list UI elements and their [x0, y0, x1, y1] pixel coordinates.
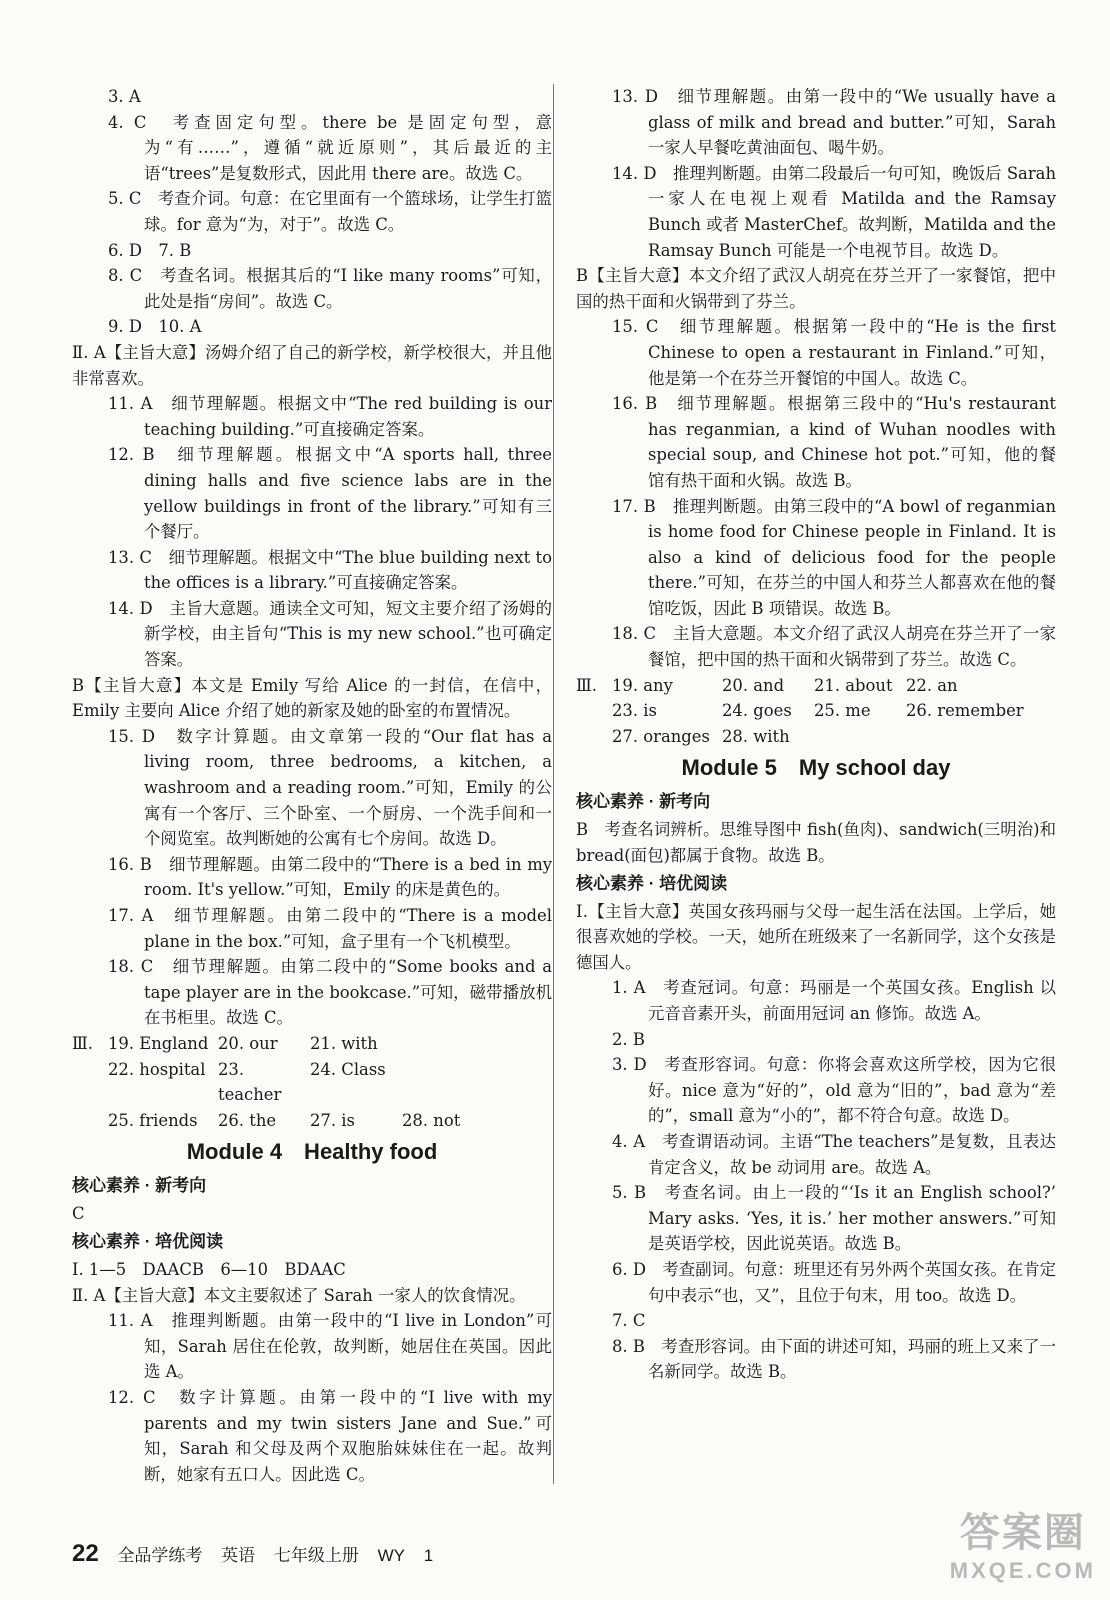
left-section-iii — [72, 1031, 552, 1133]
page-footer — [72, 1540, 447, 1568]
left-answers-part2 — [72, 1257, 552, 1487]
answer-line: 6. D 7. B — [108, 240, 192, 260]
answer-line: 7. C — [612, 1311, 646, 1331]
answer-line: 3. A — [108, 87, 141, 106]
answer-line: 11. A 细节理解题。根据文中“The red building is our teaching building.”可直接确定答案。 — [108, 394, 552, 439]
answer-line: Ⅰ. 1—5 DAACB 6—10 BDAAC — [72, 1259, 346, 1279]
right-section-iii — [576, 673, 1056, 750]
fill-in-answer: 19. any — [612, 675, 673, 695]
fill-in-answer: 22. an — [906, 675, 958, 695]
answer-line: 15. C 细节理解题。根据第一段中的“He is the first Chinese to open a restaurant in Finland.”可知，他是第一个在芬兰开餐馆的中国人。故选 C。 — [612, 317, 1056, 388]
section-heading-new-exam: 核心素养 · 新考向 — [576, 792, 711, 812]
brand-name: 全品学练考 — [117, 1546, 203, 1565]
fill-in-answer: 26. the — [218, 1110, 277, 1130]
fill-in-answer: 23. teacher — [218, 1059, 282, 1105]
right-answers-part2 — [576, 899, 1056, 1385]
fill-in-answer: 21. with — [310, 1033, 378, 1053]
answer-line: 18. C 主旨大意题。本文介绍了武汉人胡亮在芬兰开了一家餐馆，把中国的热干面和火锅带到了芬兰。故选 C。 — [612, 624, 1056, 670]
fill-in-answer: 20. and — [722, 675, 785, 695]
fill-in-row — [72, 1108, 552, 1134]
fill-in-answer — [576, 724, 612, 750]
fill-in-answer — [576, 698, 612, 724]
section-heading-reading: 核心素养 · 培优阅读 — [576, 873, 728, 893]
fill-in-answer — [906, 724, 1056, 750]
edition: WY — [377, 1546, 406, 1565]
fill-in-row — [576, 724, 1056, 750]
fill-in-answer: Ⅲ. — [72, 1033, 94, 1053]
fill-in-row — [72, 1057, 552, 1108]
answer-line: B【主旨大意】本文介绍了武汉人胡亮在芬兰开了一家餐馆，把中国的热干面和火锅带到了芬兰。 — [576, 266, 1056, 311]
answer-line: 15. D 数字计算题。由文章第一段的“Our flat has a living room, three bedrooms, a kitchen, a washroom and a reading room.”可知，Emily 的公寓有一个客厅、三个卧室、一个厨房、一个洗手间和一个阅览室。故判断她的公寓有七个房间。故选 D。 — [108, 726, 552, 849]
answer-line: 4. C 考查固定句型。there be 是固定句型，意为“有……”，遵循“就近原则”，其后最近的主语“trees”是复数形式，因此用 there are。故选 C。 — [108, 112, 552, 183]
section-heading-reading: 核心素养 · 培优阅读 — [72, 1231, 224, 1251]
fill-in-answer: 21. about — [814, 675, 893, 695]
fill-in-answer: Ⅲ. — [576, 675, 598, 695]
answer-line: 12. C 数字计算题。由第一段中的“I live with my parents and my twin sisters Jane and Sue.”可知，Sarah 和父母及两个双胞胎妹妹住在一起。故判断，她家有五口人。因此选 C。 — [108, 1387, 552, 1484]
right-column — [576, 84, 1056, 1385]
column-divider — [553, 84, 554, 1484]
fill-in-row — [576, 698, 1056, 724]
fill-in-answer: 23. is — [612, 701, 657, 721]
answer-line: 4. A 考查谓语动词。主语“The teachers”是复数，且表达肯定含义，故 be 动词用 are。故选 A。 — [612, 1131, 1056, 1177]
volume: 1 — [423, 1546, 434, 1565]
fill-in-answer — [72, 1057, 108, 1108]
answer-line: 17. B 推理判断题。由第三段中的“A bowl of reganmian is home food for Chinese people in Finland. It is also a kind of delicious food for the people there.”可知，在芬兰的中国人和芬兰人都喜欢在他的餐馆吃饭，因此 B 项错误。故选 B。 — [612, 496, 1056, 618]
fill-in-answer — [402, 1057, 552, 1108]
answer-line: 1. A 考查冠词。句意：玛丽是一个英国女孩。English 以元音音素开头，前面用冠词 an 修饰。故选 A。 — [612, 978, 1056, 1023]
fill-in-answer — [402, 1031, 552, 1057]
fill-in-answer: 22. hospital — [108, 1059, 206, 1079]
answer-line: 3. D 考查形容词。句意：你将会喜欢这所学校，因为它很好。nice 意为“好的”，old 意为“旧的”，bad 意为“差的”，small 意为“小的”，都不符合句意。故选 D。 — [612, 1055, 1056, 1126]
answer-line: 16. B 细节理解题。由第二段中的“There is a bed in my room. It's yellow.”可知，Emily 的床是黄色的。 — [108, 854, 552, 900]
section-heading-new-exam: 核心素养 · 新考向 — [72, 1176, 207, 1196]
page-number: 22 — [72, 1540, 99, 1567]
fill-in-answer: 24. goes — [722, 701, 792, 721]
watermark-url: MXQE.COM — [949, 1558, 1096, 1583]
module5-answer: B 考查名词辨析。思维导图中 fish(鱼肉)、sandwich(三明治)和 bread(面包)都属于食物。故选 B。 — [576, 820, 1056, 866]
grade: 七年级上册 — [273, 1546, 359, 1565]
fill-in-answer: 28. not — [402, 1110, 461, 1130]
left-answers-part1 — [72, 84, 552, 1031]
fill-in-answer: 26. remember — [906, 701, 1024, 721]
fill-in-row — [576, 673, 1056, 699]
fill-in-answer: 20. our — [218, 1033, 278, 1053]
answer-line: 14. D 推理判断题。由第二段最后一句可知，晚饭后 Sarah 一家人在电视上观看 Matilda and the Ramsay Bunch 或者 MasterChef。故判断，Matilda and the Ramsay Bunch 可能是一个电视节目。故选 D。 — [612, 163, 1056, 260]
answer-line: 8. C 考查名词。根据其后的“I like many rooms”可知，此处是指“房间”。故选 C。 — [108, 266, 552, 311]
fill-in-answer: 27. oranges — [612, 726, 710, 746]
answer-line: 5. B 考查名词。由上一段的“‘Is it an English school?’ Mary asks. ‘Yes, it is.’ her mother answers.”可知是英语学校，因此说英语。故选 B。 — [612, 1183, 1056, 1254]
answer-line: 17. A 细节理解题。由第二段中的“There is a model plane in the box.”可知，盒子里有一个飞机模型。 — [108, 906, 552, 951]
answer-line: Ⅱ. A【主旨大意】本文主要叙述了 Sarah 一家人的饮食情况。 — [72, 1285, 526, 1305]
fill-in-answer: 28. with — [722, 726, 790, 746]
fill-in-answer: 27. is — [310, 1110, 355, 1130]
watermark-logo-text: 答案圈 — [959, 1511, 1086, 1555]
answer-line: 11. A 推理判断题。由第一段中的“I live in London”可知，Sarah 居住在伦敦，故判断，她居住在英国。因此选 A。 — [108, 1311, 552, 1382]
answer-line: Ⅱ. A【主旨大意】汤姆介绍了自己的新学校，新学校很大，并且他非常喜欢。 — [72, 342, 552, 388]
answer-line: 8. B 考查形容词。由下面的讲述可知，玛丽的班上又来了一名新同学。故选 B。 — [612, 1336, 1056, 1382]
answer-line: 5. C 考查介词。句意：在它里面有一个篮球场，让学生打篮球。for 意为“为，对于”。故选 C。 — [108, 189, 552, 234]
fill-in-answer: 19. England — [108, 1033, 209, 1053]
answer-line: 18. C 细节理解题。由第二段中的“Some books and a tape player are in the bookcase.”可知，磁带播放机在书柜里。故选 C。 — [108, 957, 552, 1028]
fill-in-answer — [72, 1108, 108, 1134]
module4-answer: C — [72, 1204, 85, 1224]
fill-in-answer — [814, 724, 906, 750]
fill-in-answer: 25. me — [814, 701, 871, 721]
fill-in-row — [72, 1031, 552, 1057]
answer-line: Ⅰ.【主旨大意】英国女孩玛丽与父母一起生活在法国。上学后，她很喜欢她的学校。一天，她所在班级来了一名新同学，这个女孩是德国人。 — [576, 901, 1056, 972]
answer-line: 6. D 考查副词。句意：班里还有另外两个英国女孩。在肯定句中表示“也，又”，且位于句末，用 too。故选 D。 — [612, 1259, 1056, 1305]
module5-title: Module 5 My school day — [681, 755, 951, 781]
subject: 英语 — [221, 1546, 256, 1565]
right-answers-part1 — [576, 84, 1056, 673]
answer-line: 13. C 细节理解题。根据文中“The blue building next to the offices is a library.”可直接确定答案。 — [108, 547, 552, 593]
fill-in-answer: 24. Class — [310, 1059, 386, 1079]
answer-line: B【主旨大意】本文是 Emily 写给 Alice 的一封信，在信中，Emily 主要向 Alice 介绍了她的新家及她的卧室的布置情况。 — [72, 675, 552, 721]
fill-in-answer: 25. friends — [108, 1110, 198, 1130]
answer-line: 12. B 细节理解题。根据文中“A sports hall, three dining halls and five science labs are in the yellow buildings in front of the library.”可知有三个餐厅。 — [108, 445, 552, 542]
left-column — [72, 84, 552, 1487]
watermark — [950, 1501, 1096, 1584]
answer-line: 14. D 主旨大意题。通读全文可知，短文主要介绍了汤姆的新学校，由主旨句“This is my new school.”也可确定答案。 — [108, 598, 552, 670]
answer-line: 9. D 10. A — [108, 317, 202, 337]
answer-line: 16. B 细节理解题。根据第三段中的“Hu's restaurant has reganmian, a kind of Wuhan noodles with special soup, and Chinese hot pot.”可知，他的餐馆有热干面和火锅。故选 B。 — [612, 394, 1056, 490]
answer-line: 13. D 细节理解题。由第一段中的“We usually have a glass of milk and bread and butter.”可知，Sarah 一家人早餐吃黄油面包、喝牛奶。 — [612, 87, 1056, 158]
module4-title: Module 4 Healthy food — [186, 1139, 438, 1165]
answer-line: 2. B — [612, 1029, 645, 1049]
